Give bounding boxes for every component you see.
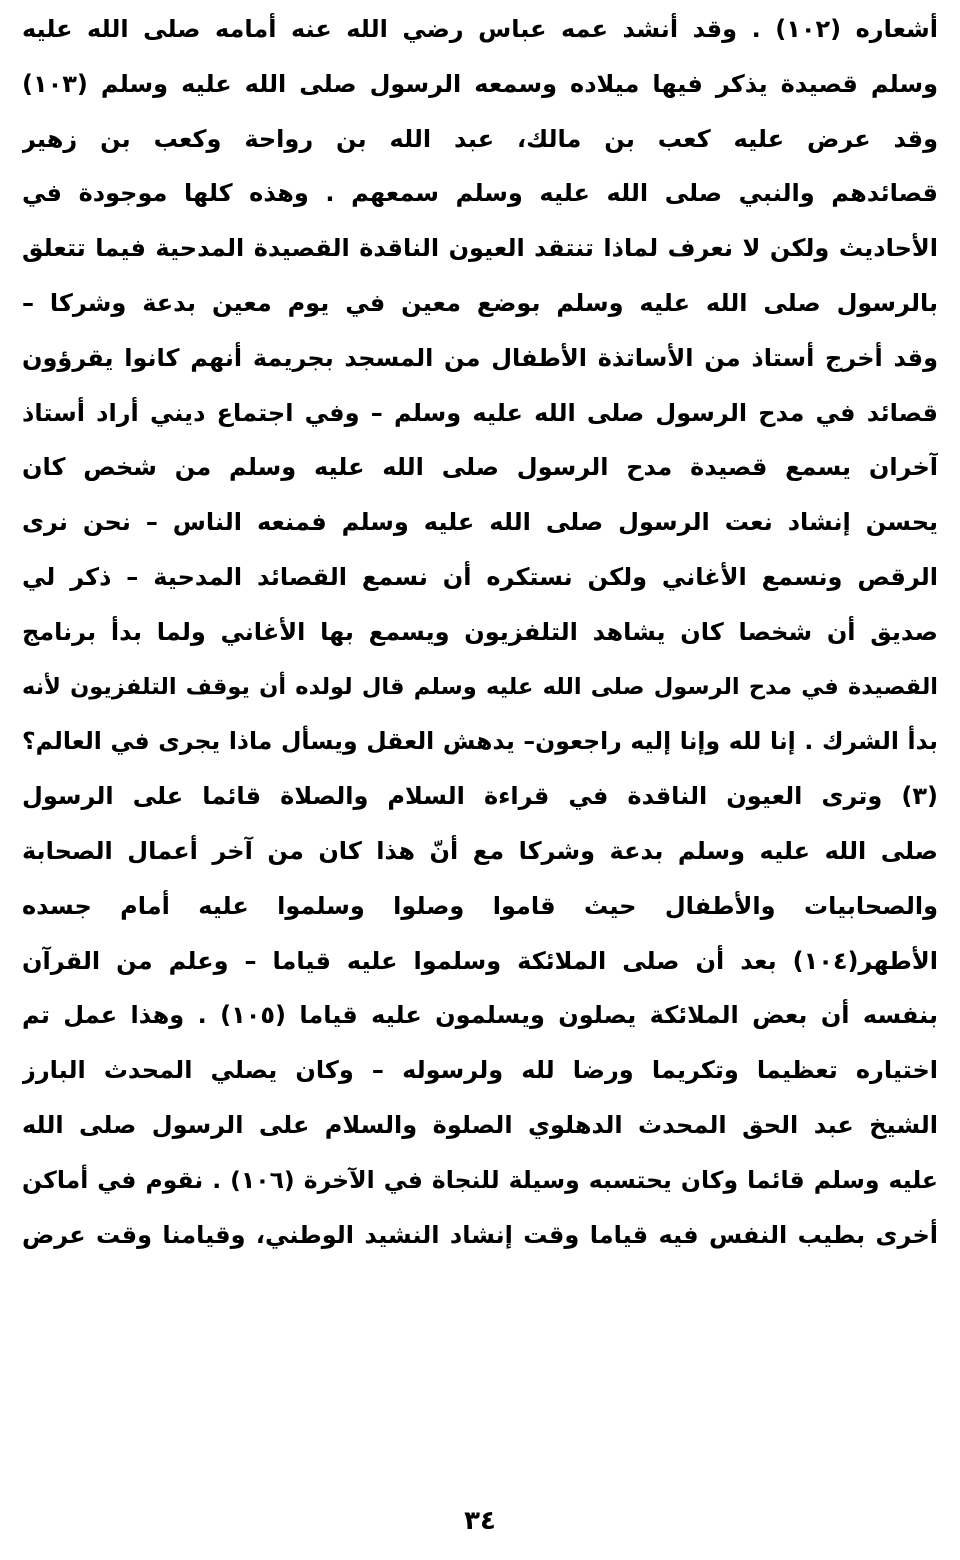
- text-line: قصائدهم والنبي صلى الله عليه وسلم سمعهم . وهذه كلها موجودة في: [22, 179, 938, 208]
- text-line: بنفسه أن بعض الملائكة يصلون ويسلمون عليه قياما (١٠٥) . وهذا عمل تم: [22, 1001, 938, 1030]
- text-line: وسلم قصيدة يذكر فيها ميلاده وسمعه الرسول صلى الله عليه وسلم (١٠٣): [22, 69, 938, 98]
- text-line: قصائد في مدح الرسول صلى الله عليه وسلم – وفي اجتماع ديني أراد أستاذ: [22, 398, 938, 427]
- text-line: والصحابيات والأطفال حيث قاموا وصلوا وسلموا عليه أمام جسده: [22, 891, 938, 920]
- text-line: صلى الله عليه وسلم بدعة وشركا مع أنّ هذا كان من آخر أعمال الصحابة: [22, 836, 938, 865]
- text-line: أخرى بطيب النفس فيه قياما وقت إنشاد النشيد الوطني، وقيامنا وقت عرض: [22, 1220, 938, 1249]
- text-line: الأحاديث ولكن لا نعرف لماذا تنتقد العيون الناقدة القصيدة المدحية فيما تتعلق: [22, 234, 938, 263]
- text-line: صديق أن شخصا كان يشاهد التلفزيون ويسمع بها الأغاني ولما بدأ برنامج: [22, 617, 938, 646]
- text-line: الشيخ عبد الحق المحدث الدهلوي الصلوة والسلام على الرسول صلى الله: [22, 1110, 938, 1139]
- page-number: ٣٤: [464, 1506, 496, 1536]
- text-line: اختياره تعظيما وتكريما ورضا لله ولرسوله – وكان يصلي المحدث البارز: [22, 1056, 938, 1085]
- body-text: [22, 2, 938, 1262]
- text-line: آخران يسمع قصيدة مدح الرسول صلى الله عليه وسلم من شخص كان: [22, 453, 938, 482]
- text-line: أشعاره (١٠٢) . وقد أنشد عمه عباس رضي الله عنه أمامه صلى الله عليه: [22, 15, 938, 43]
- text-line: بدأ الشرك . إنا لله وإنا إليه راجعون– يدهش العقل ويسأل ماذا يجرى في العالم؟: [22, 727, 938, 756]
- text-line: الرقص ونسمع الأغاني ولكن نستكره أن نسمع القصائد المدحية – ذكر لي: [22, 562, 938, 591]
- text-line: وقد عرض عليه كعب بن مالك، عبد الله بن رواحة وكعب بن زهير: [22, 124, 938, 153]
- text-line: عليه وسلم قائما وكان يحتسبه وسيلة للنجاة في الآخرة (١٠٦) . نقوم في أماكن: [22, 1165, 938, 1194]
- text-line: القصيدة في مدح الرسول صلى الله عليه وسلم قال لولده أن يوقف التلفزيون لأنه: [22, 673, 938, 700]
- text-line: يحسن إنشاد نعت الرسول صلى الله عليه وسلم فمنعه الناس – نحن نرى: [22, 508, 938, 537]
- text-line: (٣) وترى العيون الناقدة في قراءة السلام والصلاة قائما على الرسول: [22, 782, 938, 811]
- text-line: وقد أخرج أستاذ من الأساتذة الأطفال من المسجد بجريمة أنهم كانوا يقرؤون: [22, 343, 938, 372]
- text-line: الأطهر(١٠٤) بعد أن صلى الملائكة وسلموا عليه قياما – وعلم من القرآن: [22, 946, 938, 975]
- text-line: بالرسول صلى الله عليه وسلم بوضع معين في يوم معين بدعة وشركا –: [22, 288, 938, 317]
